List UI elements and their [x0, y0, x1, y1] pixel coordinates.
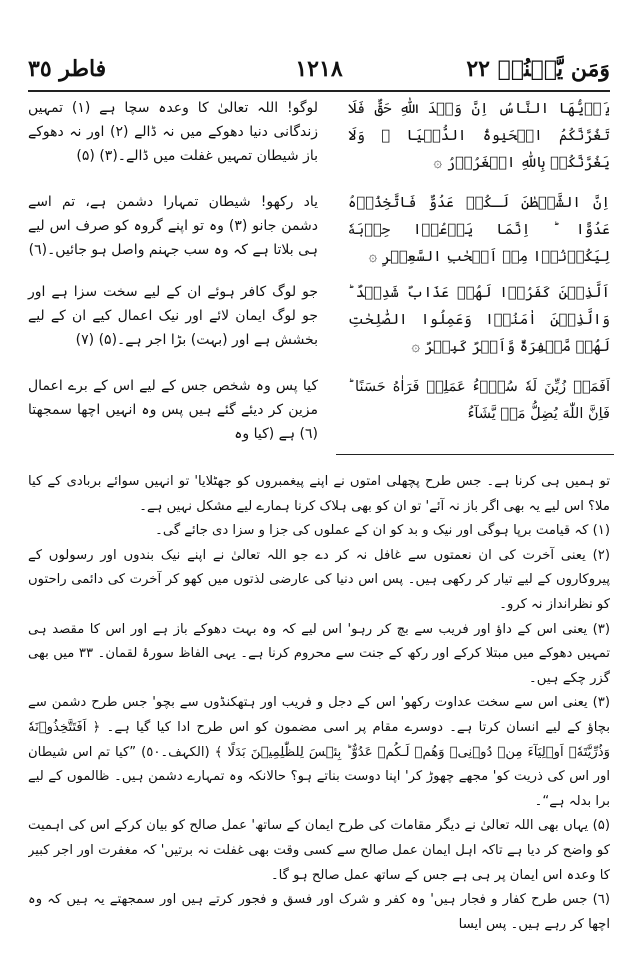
arabic-verse: اِنَّ الشَّيۡطٰنَ لَـكُمۡ عَدُوٌّ فَاتَّخِذُوۡهُ عَدُوًّا ؕ اِنَّمَا يَدۡعُوۡا حِزۡبَهٗ لِيَكُوۡنُوۡا مِنۡ اَصۡحٰبِ السَّعِيۡرِ ۞ [348, 195, 610, 265]
note-paragraph: تو ہمیں ہی کرنا ہے۔ جس طرح پچھلی امتوں نے اپنے پیغمبروں کو جھٹلایا' تو انہیں سوائے بربادی کے کیا ملا؟ اس لیے یہ بھی اگر باز نہ آئے' تو ان کو بھی ہلاک کرنا ہمارے لیے مشکل نہیں ہے۔ [28, 474, 610, 514]
note-paragraph: (٢) یعنی آخرت کی ان نعمتوں سے غافل نہ کر دے جو اللہ تعالیٰ نے اپنے نیک بندوں اور رسولوں کے پیروکاروں کے لیے تیار کر رکھی ہیں۔ پس اس دنیا کی عارضی لذتوں میں کھو کر آخرت کی دائمی راحتوں کو نظرانداز نہ کرو۔ [28, 547, 610, 612]
note-paragraph: (٣) یعنی اس کے داؤ اور فریب سے بچ کر رہو' اس لیے کہ وہ بہت دھوکے باز ہے اور اس کا مقصد ہی تمہیں دھوکے میں مبتلا کرکے اور رکھ کے جنت سے محروم کرنا ہے۔ یہی الفاظ سورۂ لقمان۔ ٣٣ میں بھی گزر چکے ہیں۔ [28, 621, 610, 686]
page-number: ١٢١٨ [295, 56, 343, 82]
juz-title: وَمَن يَّقۡنُتۡ ٢٢ [466, 56, 610, 82]
urdu-translation: جو لوگ کافر ہوئے ان کے لیے سخت سزا ہے اور جو لوگ ایمان لائے اور نیک اعمال کیے ان کے لیے بخشش ہے اور (بہت) بڑا اجر ہے۔(۵) (٧) [28, 284, 318, 348]
footnote-divider [336, 454, 614, 455]
page-header [28, 52, 610, 86]
note-paragraph: (۵) یہاں بھی اللہ تعالیٰ نے دیگر مقامات کی طرح ایمان کے ساتھ' عمل صالح کو بیان کرکے اس کی اہمیت کو واضح کر دیا ہے تاکہ اہل ایمان عمل صالح سے کسی وقت بھی غفلت نہ برتیں' کہ مغفرت اور اجر کبیر کا وعدہ اس ایمان پر ہی ہے جس کے ساتھ عمل صالح ہو گا۔ [28, 818, 610, 883]
urdu-translation: کیا پس وہ شخص جس کے لیے اس کے برے اعمال مزین کر دیئے گئے ہیں پس وہ انہیں اچھا سمجھتا (٦) ہے (کیا وہ [28, 378, 318, 442]
arabic-verse: اَلَّذِيۡنَ كَفَرُوۡا لَهُمۡ عَذَابٌ شَدِيۡدٌ ؕ وَالَّذِيۡنَ اٰمَنُوۡا وَعَمِلُوا الصّٰلِحٰتِ لَهُمۡ مَّغۡفِرَةٌ وَّاَجۡرٌ كَبِيۡرٌ ۞ [348, 285, 610, 355]
note-paragraph: (١) کہ قیامت برپا ہوگی اور نیک و بد کو ان کے عملوں کی جزا و سزا دی جائے گی۔ [155, 523, 610, 539]
header-rule [28, 90, 610, 92]
surah-title: فاطر ٣٥ [28, 56, 107, 82]
note-paragraph: (٣) یعنی اس سے سخت عداوت رکھو' اس کے دجل و فریب اور ہتھکنڈوں سے بچو' جس طرح دشمن سے بچاؤ کے لیے انسان کرتا ہے۔ دوسرے مقام پر اسی مضمون کو اس طرح ادا کیا گیا ہے۔ ﴿ اَفَتَتَّخِذُوۡنَهٗ وَذُرِّيَّتَهٗۤ اَوۡلِيَآءَ مِنۡ دُوۡنِىۡ وَهُمۡ لَـكُمۡ عَدُوٌّ ؕ بِئۡسَ لِلظّٰلِمِيۡنَ بَدَلًا ﴾ (الکہف۔٥٠) ”کیا تم اس شیطان اور اس کی ذریت کو' مجھے چھوڑ کر' اپنا دوست بناتے ہو؟ حالانکہ وہ تمہارے دشمن ہیں۔ ظالموں کے لیے برا بدلہ ہے“۔ [28, 695, 610, 809]
urdu-translation: لوگو! اللہ تعالیٰ کا وعدہ سچا ہے (١) تمہیں زندگانی دنیا دھوکے میں نہ ڈالے (٢) اور نہ دھوکے باز شیطان تمہیں غفلت میں ڈالے۔(٣) (۵) [28, 100, 319, 164]
verse-section [28, 96, 610, 444]
arabic-verse: اَفَمَنۡ زُيِّنَ لَهٗ سُوۡٓءُ عَمَلِهٖ فَرَاٰهُ حَسَنًا ؕ فَاِنَّ اللّٰهَ يُضِلُّ مَنۡ يَّشَآءُ [348, 379, 610, 422]
arabic-verse: يَاۤيُّهَا النَّاسُ اِنَّ وَعۡدَ اللّٰهِ حَقٌّ فَلَا تَغُرَّنَّكُمُ الۡحَيٰوةُ الدُّنۡيَا ٝ وَلَا يَغُرَّنَّكُمۡ بِاللّٰهِ الۡغَرُوۡرُ ۞ [348, 101, 610, 171]
commentary-notes [28, 470, 610, 940]
urdu-translation: یاد رکھو! شیطان تمہارا دشمن ہے، تم اسے دشمن جانو (٣) وہ تو اپنے گروہ کو صرف اس لیے ہی بلاتا ہے کہ وہ سب جہنم واصل ہو جائیں۔(٦) [28, 194, 318, 258]
note-paragraph: (٦) جس طرح کفار و فجار ہیں' وہ کفر و شرک اور فسق و فجور کرتے ہیں اور سمجھتے یہ ہیں کہ وہ اچھا کر رہے ہیں۔ پس ایسا [28, 892, 610, 932]
